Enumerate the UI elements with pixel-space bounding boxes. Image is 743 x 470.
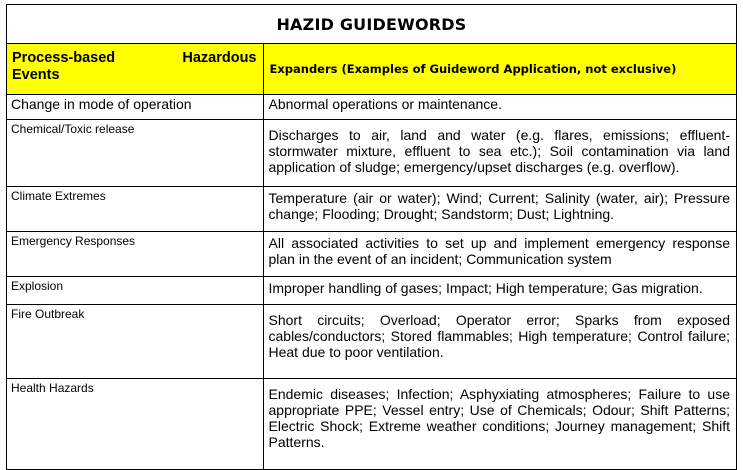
event-cell: Chemical/Toxic release <box>7 120 263 187</box>
page-title: HAZID GUIDEWORDS <box>7 5 736 44</box>
table-row <box>7 232 736 277</box>
expander-cell: Temperature (air or water); Wind; Current; Salinity (water, air); Pressure change; Flooding; Drought; Sandstorm; Dust; Lightning. <box>263 187 736 232</box>
header-expanders-cell: Expanders (Examples of Guideword Application, not exclusive) <box>263 44 736 95</box>
expander-cell: Discharges to air, land and water (e.g. flares, emissions; effluent-stormwater mixture, effluent to sea etc.); Soil contamination via land application of sludge; emergency/upset discharges (e.g. overflow). <box>263 120 736 187</box>
expander-cell: Abnormal operations or maintenance. <box>263 95 736 120</box>
header-events-cell <box>7 44 263 95</box>
hazid-guidewords-document <box>6 4 737 470</box>
event-cell: Change in mode of operation <box>7 95 263 120</box>
guidewords-table <box>7 44 736 470</box>
event-cell: Climate Extremes <box>7 187 263 232</box>
header-events-label-right: Hazardous <box>182 50 257 66</box>
table-header-row <box>7 44 736 95</box>
expander-cell: Improper handling of gases; Impact; High temperature; Gas migration. <box>263 277 736 305</box>
table-row <box>7 120 736 187</box>
table-row <box>7 277 736 305</box>
expander-cell: Endemic diseases; Infection; Asphyxiating atmospheres; Failure to use appropriate PPE; Vessel entry; Use of Chemicals; Odour; Shift Patterns; Electric Shock; Extreme weather conditions; Journey management; Shift Patterns. <box>263 379 736 470</box>
event-cell: Health Hazards <box>7 379 263 470</box>
expander-cell: Short circuits; Overload; Operator error; Sparks from exposed cables/conductors; Stored flammables; High temperature; Control failure; Heat due to poor ventilation. <box>263 305 736 379</box>
header-events-label-line2: Events <box>12 67 60 83</box>
event-cell: Emergency Responses <box>7 232 263 277</box>
event-cell: Explosion <box>7 277 263 305</box>
table-row <box>7 305 736 379</box>
header-events-label-left: Process-based <box>12 50 116 66</box>
table-row <box>7 187 736 232</box>
table-row <box>7 95 736 120</box>
event-cell: Fire Outbreak <box>7 305 263 379</box>
table-row <box>7 379 736 470</box>
expander-cell: All associated activities to set up and implement emergency response plan in the event of an incident; Communication system <box>263 232 736 277</box>
